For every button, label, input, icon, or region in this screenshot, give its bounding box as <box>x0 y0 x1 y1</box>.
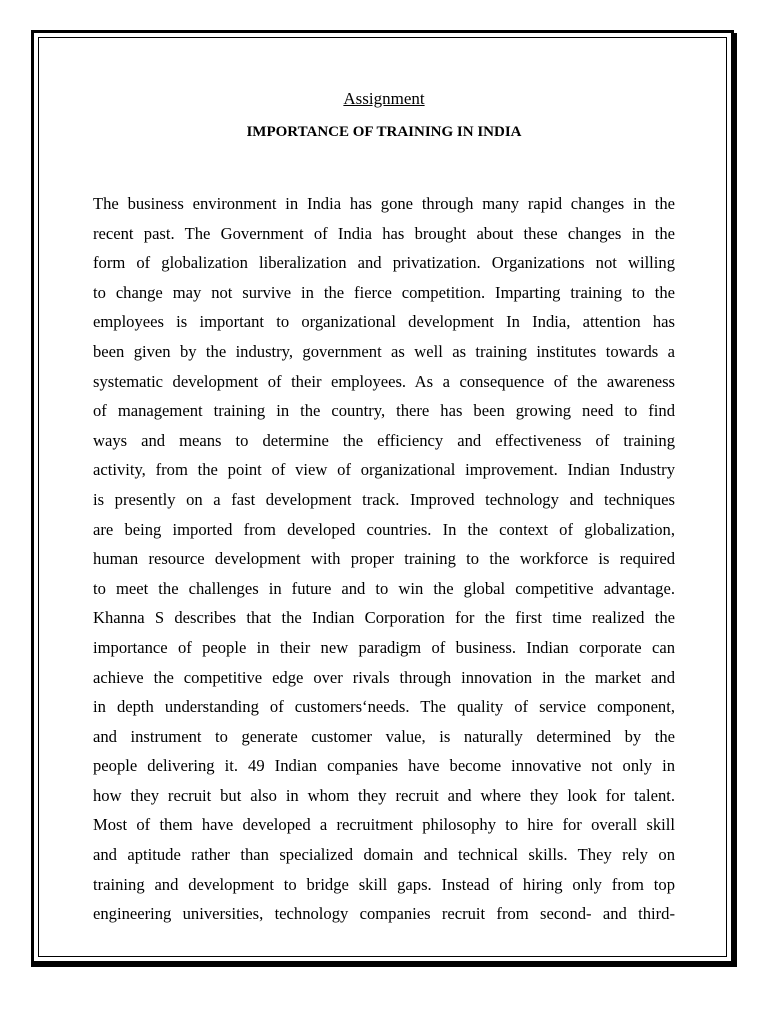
page-border-shadow-right <box>734 33 737 967</box>
body-line: systematic development of their employees. As a consequence of the awareness <box>93 371 675 391</box>
body-line: engineering universities, technology companies recruit from second- and third- <box>93 904 675 924</box>
body-line: ways and means to determine the efficiency and effectiveness of training <box>93 430 675 450</box>
body-line: in depth understanding of customers‘needs. The quality of service component, <box>93 697 675 717</box>
body-line: importance of people in their new paradigm of business. Indian corporate can <box>93 637 675 657</box>
body-line: is presently on a fast development track. Improved technology and techniques <box>93 489 675 509</box>
body-line: how they recruit but also in whom they recruit and where they look for talent. <box>93 785 675 805</box>
body-line: are being imported from developed countries. In the context of globalization, <box>93 519 675 539</box>
body-line: and aptitude rather than specialized domain and technical skills. They rely on <box>93 845 675 865</box>
body-line: Most of them have developed a recruitment philosophy to hire for overall skill <box>93 815 675 835</box>
body-line: achieve the competitive edge over rivals through innovation in the market and <box>93 667 675 687</box>
body-line: Khanna S describes that the Indian Corporation for the first time realized the <box>93 608 675 628</box>
body-line: The business environment in India has gone through many rapid changes in the <box>93 194 675 213</box>
body-line: human resource development with proper training to the workforce is required <box>93 549 675 569</box>
body-line: been given by the industry, government as well as training institutes towards a <box>93 341 675 361</box>
body-line: recent past. The Government of India has brought about these changes in the <box>93 223 675 243</box>
page-border-shadow-bottom <box>31 964 737 967</box>
body-line: form of globalization liberalization and privatization. Organizations not willing <box>93 253 675 273</box>
body-line: and instrument to generate customer value, is naturally determined by the <box>93 726 675 746</box>
body-line: to meet the challenges in future and to win the global competitive advantage. <box>93 578 675 598</box>
body-line: activity, from the point of view of organizational improvement. Indian Industry <box>93 460 675 480</box>
body-line: employees is important to organizational development In India, attention has <box>93 312 675 332</box>
body-line: training and development to bridge skill gaps. Instead of hiring only from top <box>93 874 675 894</box>
document-title: IMPORTANCE OF TRAINING IN INDIA <box>246 124 522 140</box>
body-line: of management training in the country, there has been growing need to find <box>93 401 675 421</box>
body-line: people delivering it. 49 Indian companies have become innovative not only in <box>93 756 675 776</box>
body-line: to change may not survive in the fierce competition. Imparting training to the <box>93 282 675 302</box>
document-body <box>93 193 675 933</box>
document-heading: Assignment <box>343 89 425 108</box>
